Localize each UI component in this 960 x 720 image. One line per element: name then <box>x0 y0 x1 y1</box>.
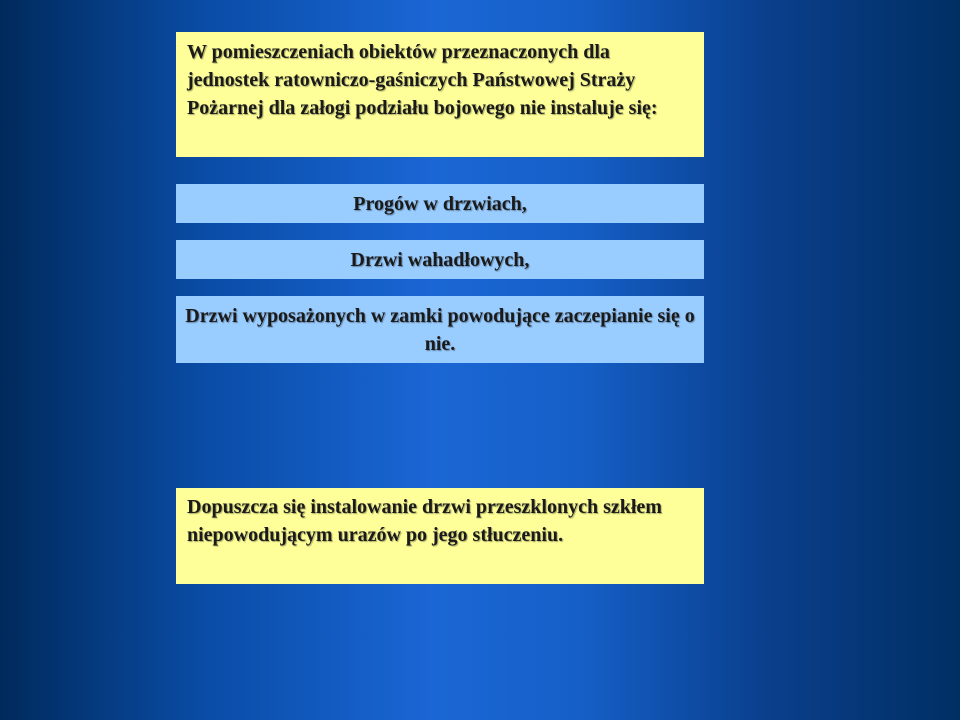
list-item-thresholds: Progów w drzwiach, <box>176 184 704 223</box>
intro-text-box: W pomieszczeniach obiektów przeznaczonych dla jednostek ratowniczo-gaśniczych Państwowej Straży Pożarnej dla załogi podziału bojowego nie instaluje się: <box>176 32 704 157</box>
note-text-box: Dopuszcza się instalowanie drzwi przeszklonych szkłem niepowodującym urazów po jego stłuczeniu. <box>176 488 704 584</box>
list-item-locking-doors: Drzwi wyposażonych w zamki powodujące zaczepianie się o nie. <box>176 296 704 363</box>
list-item-swing-doors: Drzwi wahadłowych, <box>176 240 704 279</box>
